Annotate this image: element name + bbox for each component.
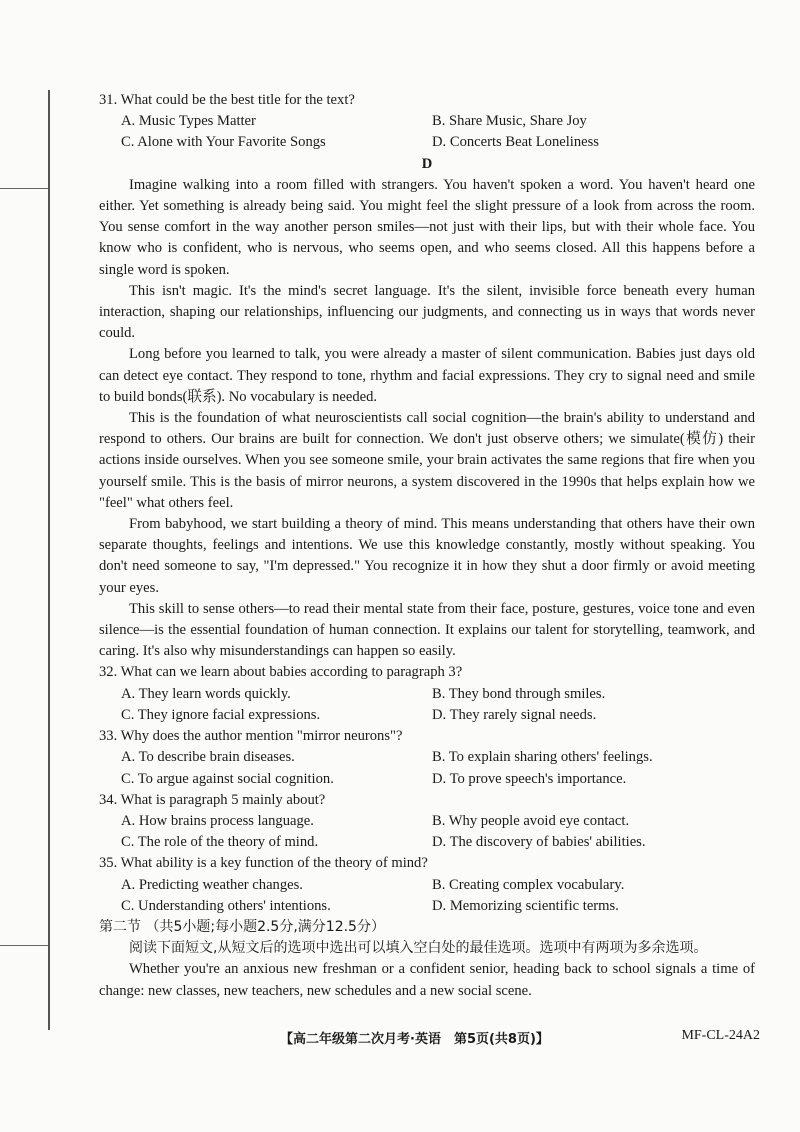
page-footer [280, 1028, 760, 1047]
question-33-options [99, 747, 755, 789]
question-34-stem: 34. What is paragraph 5 mainly about? [99, 791, 326, 808]
option: C. The role of the theory of mind. [121, 834, 319, 851]
question-35-options [99, 875, 755, 917]
question-33-stem: 33. Why does the author mention "mirror neurons"? [99, 728, 403, 745]
footer-code: MF-CL-24A2 [681, 1028, 760, 1043]
paragraph: This skill to sense others—to read their mental state from their face, posture, gestures, voice tone and even silence—is the essential foundation of human connection. It explains our talent for storytelling, teamwork, and caring. It's also why misunderstandings can happen so easily. [99, 600, 755, 660]
option: B. Why people avoid eye contact. [432, 812, 630, 829]
option: D. To prove speech's importance. [432, 770, 627, 787]
option: B. To explain sharing others' feelings. [432, 749, 653, 766]
option: C. To argue against social cognition. [121, 770, 334, 787]
section-2-heading: 第二节 （共5小题;每小题2.5分,满分12.5分） [99, 918, 385, 935]
question-32-options [99, 684, 755, 726]
option: A. They learn words quickly. [121, 685, 291, 702]
option: A. Music Types Matter [121, 113, 256, 130]
paragraph: This is the foundation of what neuroscientists call social cognition—the brain's ability to understand and respond to others. Our brains are built for connection. We don't just observe others; we simulate(模仿) their actions inside ourselves. When you see someone smile, your brain activates the same regions that fire when you yourself smile. This is the basis of mirror neurons, a system discovered in the 1990s that helps explain how we "feel" what others feel. [99, 410, 755, 511]
margin-tick [0, 945, 48, 946]
section-2-intro: Whether you're an anxious new freshman or a confident senior, heading back to school signals a time of change: new classes, new teachers, new schedules and a new social scene. [99, 961, 755, 999]
option: C. They ignore facial expressions. [121, 706, 321, 723]
question-32-stem: 32. What can we learn about babies according to paragraph 3? [99, 664, 463, 681]
option: B. Creating complex vocabulary. [432, 876, 625, 893]
paragraph: Long before you learned to talk, you were already a master of silent communication. Babies just days old can detect eye contact. They respond to tone, rhythm and facial expressions. They cry to signal need and smile to build bonds(联系). No vocabulary is needed. [99, 346, 755, 405]
paragraph: Imagine walking into a room filled with strangers. You haven't spoken a word. You haven't heard one either. Yet something is already being said. You might feel the slight pressure of a look from across the room. You sense comfort in the way another person smiles—not just with their lips, but with their whole face. You know who is confident, who is nervous, who seems open, and who seems closed. All this happens before a single word is spoken. [99, 176, 755, 278]
margin-tick [0, 188, 48, 189]
option: B. They bond through smiles. [432, 685, 606, 702]
option: C. Alone with Your Favorite Songs [121, 134, 326, 151]
option: A. To describe brain diseases. [121, 749, 295, 766]
exam-page [99, 90, 755, 1002]
paragraph: This isn't magic. It's the mind's secret language. It's the silent, invisible force beneath every human interaction, shaping our relationships, influencing our judgments, and connecting us in ways that words never could. [99, 282, 755, 342]
question-35-stem: 35. What ability is a key function of the theory of mind? [99, 855, 428, 872]
option: D. Concerts Beat Loneliness [432, 134, 599, 151]
option: D. They rarely signal needs. [432, 706, 597, 723]
option: C. Understanding others' intentions. [121, 897, 331, 914]
question-31-options [99, 111, 755, 153]
option: A. Predicting weather changes. [121, 876, 303, 893]
question-34-options [99, 811, 755, 853]
option: B. Share Music, Share Joy [432, 113, 587, 130]
option: A. How brains process language. [121, 812, 314, 829]
option: D. Memorizing scientific terms. [432, 897, 619, 914]
footer-exam-info: 【高二年级第二次月考·英语 第5页(共8页)】 [280, 1032, 549, 1047]
question-31-stem: 31. What could be the best title for the text? [99, 92, 355, 108]
binding-margin-line [48, 90, 50, 1030]
section-2-instruction: 阅读下面短文,从短文后的选项中选出可以填入空白处的最佳选项。选项中有两项为多余选项。 [129, 940, 708, 957]
option: D. The discovery of babies' abilities. [432, 834, 646, 851]
paragraph: From babyhood, we start building a theory of mind. This means understanding that others have their own separate thoughts, feelings and intentions. We use this knowledge constantly, mostly without speaking. You don't need someone to say, "I'm depressed." You recognize it in how they shut a door firmly or avoid meeting your eyes. [99, 516, 755, 596]
passage-label: D [421, 155, 433, 172]
